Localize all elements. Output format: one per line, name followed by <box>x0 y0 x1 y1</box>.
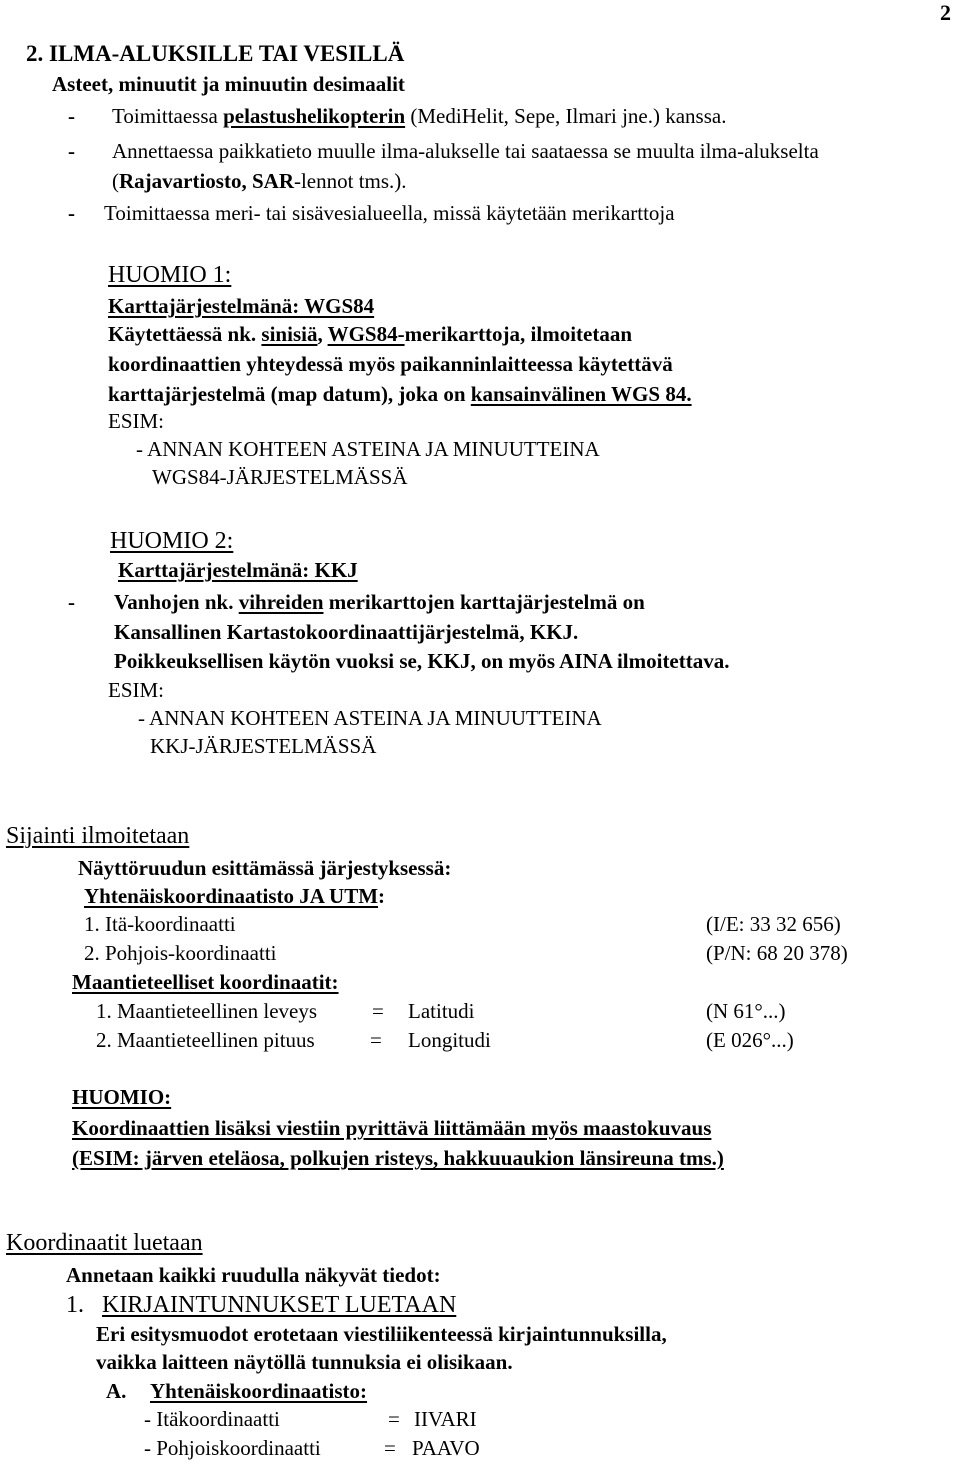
bullet-text: Toimittaessa <box>112 104 224 128</box>
section-title: 2. ILMA-ALUKSILLE TAI VESILLÄ <box>26 41 405 66</box>
geo-item-lon-term: Longitudi <box>408 1028 491 1052</box>
bullet-text: ( <box>112 169 119 193</box>
page-number: 2 <box>940 0 951 25</box>
reading-sub-letter: A. <box>106 1379 127 1403</box>
note1-example-line1: - ANNAN KOHTEEN ASTEINA JA MINUUTTEINA <box>136 437 600 461</box>
bullet-helicopter <box>112 106 726 127</box>
helicopter-term: pelastushelikopterin <box>223 104 406 128</box>
code-east-value: IIVARI <box>414 1407 477 1431</box>
note1-example-label: ESIM: <box>108 409 165 433</box>
note2-system: Karttajärjestelmänä: KKJ <box>118 558 358 582</box>
geo-item-lat-example: (N 61°...) <box>706 999 786 1023</box>
note1-system: Karttajärjestelmänä: WGS84 <box>108 294 375 318</box>
note2-body-line2: Kansallinen Kartastokoordinaattijärjestelmä, KKJ. <box>114 620 579 644</box>
note1-body-line2: koordinaattien yhteydessä myös paikanninlaitteessa käytettävä <box>108 352 673 376</box>
note2-example-line2: KKJ-JÄRJESTELMÄSSÄ <box>150 734 377 758</box>
code-east-eq: = <box>388 1407 400 1431</box>
geo-label: Maantieteelliset koordinaatit: <box>72 970 339 994</box>
note2-heading: HUOMIO 2: <box>110 528 234 554</box>
note-text: , <box>317 322 328 346</box>
grid-item-east: 1. Itä-koordinaatti <box>84 912 236 936</box>
note2-body-line3: Poikkeuksellisen käytön vuoksi se, KKJ, on myös AINA ilmoitettava. <box>114 649 730 673</box>
note2-example-label: ESIM: <box>108 678 165 702</box>
grid-item-north-example: (P/N: 68 20 378) <box>706 941 848 965</box>
note1-body-line3 <box>108 384 692 405</box>
note-first-letter: K <box>72 1116 89 1140</box>
green-term: vihreiden <box>238 590 324 614</box>
grid-item-north: 2. Pohjois-koordinaatti <box>84 941 277 965</box>
reading-step-line1: Eri esitysmuodot erotetaan viestiliikenteessä kirjaintunnuksilla, <box>96 1322 667 1346</box>
bullet-aircraft: Annettaessa paikkatieto muulle ilma-alukselle tai saataessa se muulta ilma-alukselta <box>112 139 819 163</box>
note-text: Vanhojen nk. <box>114 590 239 614</box>
grid-item-east-example: (I/E: 33 32 656) <box>706 912 841 936</box>
note2-dash: - <box>68 590 75 614</box>
geo-item-lon-example: (E 026°...) <box>706 1028 794 1052</box>
note1-body-line1 <box>108 324 632 345</box>
location-note-line2: (ESIM: järven eteläosa, polkujen risteys, hakkuuaukion länsireuna tms.) <box>72 1146 724 1170</box>
bullet-dash: - <box>68 139 75 163</box>
reading-intro: Annetaan kaikki ruudulla näkyvät tiedot: <box>66 1263 441 1287</box>
note2-body-line1 <box>114 592 645 613</box>
reading-step-line2: vaikka laitteen näytöllä tunnuksia ei olisikaan. <box>96 1350 513 1374</box>
reading-heading: Koordinaatit luetaan <box>6 1230 203 1256</box>
geo-item-lat-eq: = <box>372 999 384 1023</box>
location-note-heading: HUOMIO: <box>72 1085 172 1109</box>
note-text: oordinaattien lisäksi viestiin pyrittävä liittämään myös maastokuvaus <box>88 1116 712 1140</box>
note1-heading: HUOMIO 1: <box>108 262 232 288</box>
geo-item-lat: 1. Maantieteellinen leveys <box>96 999 318 1023</box>
bullet-text: (MediHelit, Sepe, Ilmari jne.) kanssa. <box>405 104 727 128</box>
location-order-label: Näyttöruudun esittämässä järjestyksessä: <box>78 856 452 880</box>
reading-step-number: 1. <box>66 1292 84 1318</box>
code-east-name: - Itäkoordinaatti <box>144 1407 280 1431</box>
bullet-aircraft-line2 <box>112 171 407 192</box>
note2-example-line1: - ANNAN KOHTEEN ASTEINA JA MINUUTTEINA <box>138 706 602 730</box>
geo-item-lon: 2. Maantieteellinen pituus <box>96 1028 315 1052</box>
blue-term: sinisiä <box>261 322 318 346</box>
bullet-dash: - <box>68 104 75 128</box>
code-north-name: - Pohjoiskoordinaatti <box>144 1436 321 1460</box>
location-note-line1 <box>72 1118 711 1139</box>
grid-label <box>84 886 385 907</box>
note-text: Käytettäessä nk. <box>108 322 262 346</box>
grid-label-colon: : <box>378 884 386 908</box>
bullet-sea: Toimittaessa meri- tai sisävesialueella, missä käytetään merikarttoja <box>104 201 675 225</box>
reading-sub-title: Yhtenäiskoordinaatisto: <box>150 1379 368 1403</box>
wgs84-term: WGS84- <box>327 322 405 346</box>
note-text: merikarttoja, ilmoitetaan <box>404 322 633 346</box>
bullet-dash: - <box>68 201 75 225</box>
section-subtitle: Asteet, minuutit ja minuutin desimaalit <box>52 72 405 96</box>
reading-step-title: KIRJAINTUNNUKSET LUETAAN <box>102 1292 457 1318</box>
note-text: merikarttojen karttajärjestelmä on <box>323 590 645 614</box>
code-north-value: PAAVO <box>412 1436 480 1460</box>
rajavartiosto-term: Rajavartiosto, SAR <box>119 169 294 193</box>
grid-label-text: Yhtenäiskoordinaatisto JA UTM <box>84 884 379 908</box>
bullet-text: -lennot tms.). <box>293 169 407 193</box>
international-term: kansainvälinen WGS 84. <box>470 382 692 406</box>
location-heading: Sijainti ilmoitetaan <box>6 823 190 849</box>
geo-item-lat-term: Latitudi <box>408 999 475 1023</box>
note1-example-line2: WGS84-JÄRJESTELMÄSSÄ <box>152 465 408 489</box>
note-text: karttajärjestelmä (map datum), joka on <box>108 382 471 406</box>
geo-item-lon-eq: = <box>370 1028 382 1052</box>
code-north-eq: = <box>384 1436 396 1460</box>
